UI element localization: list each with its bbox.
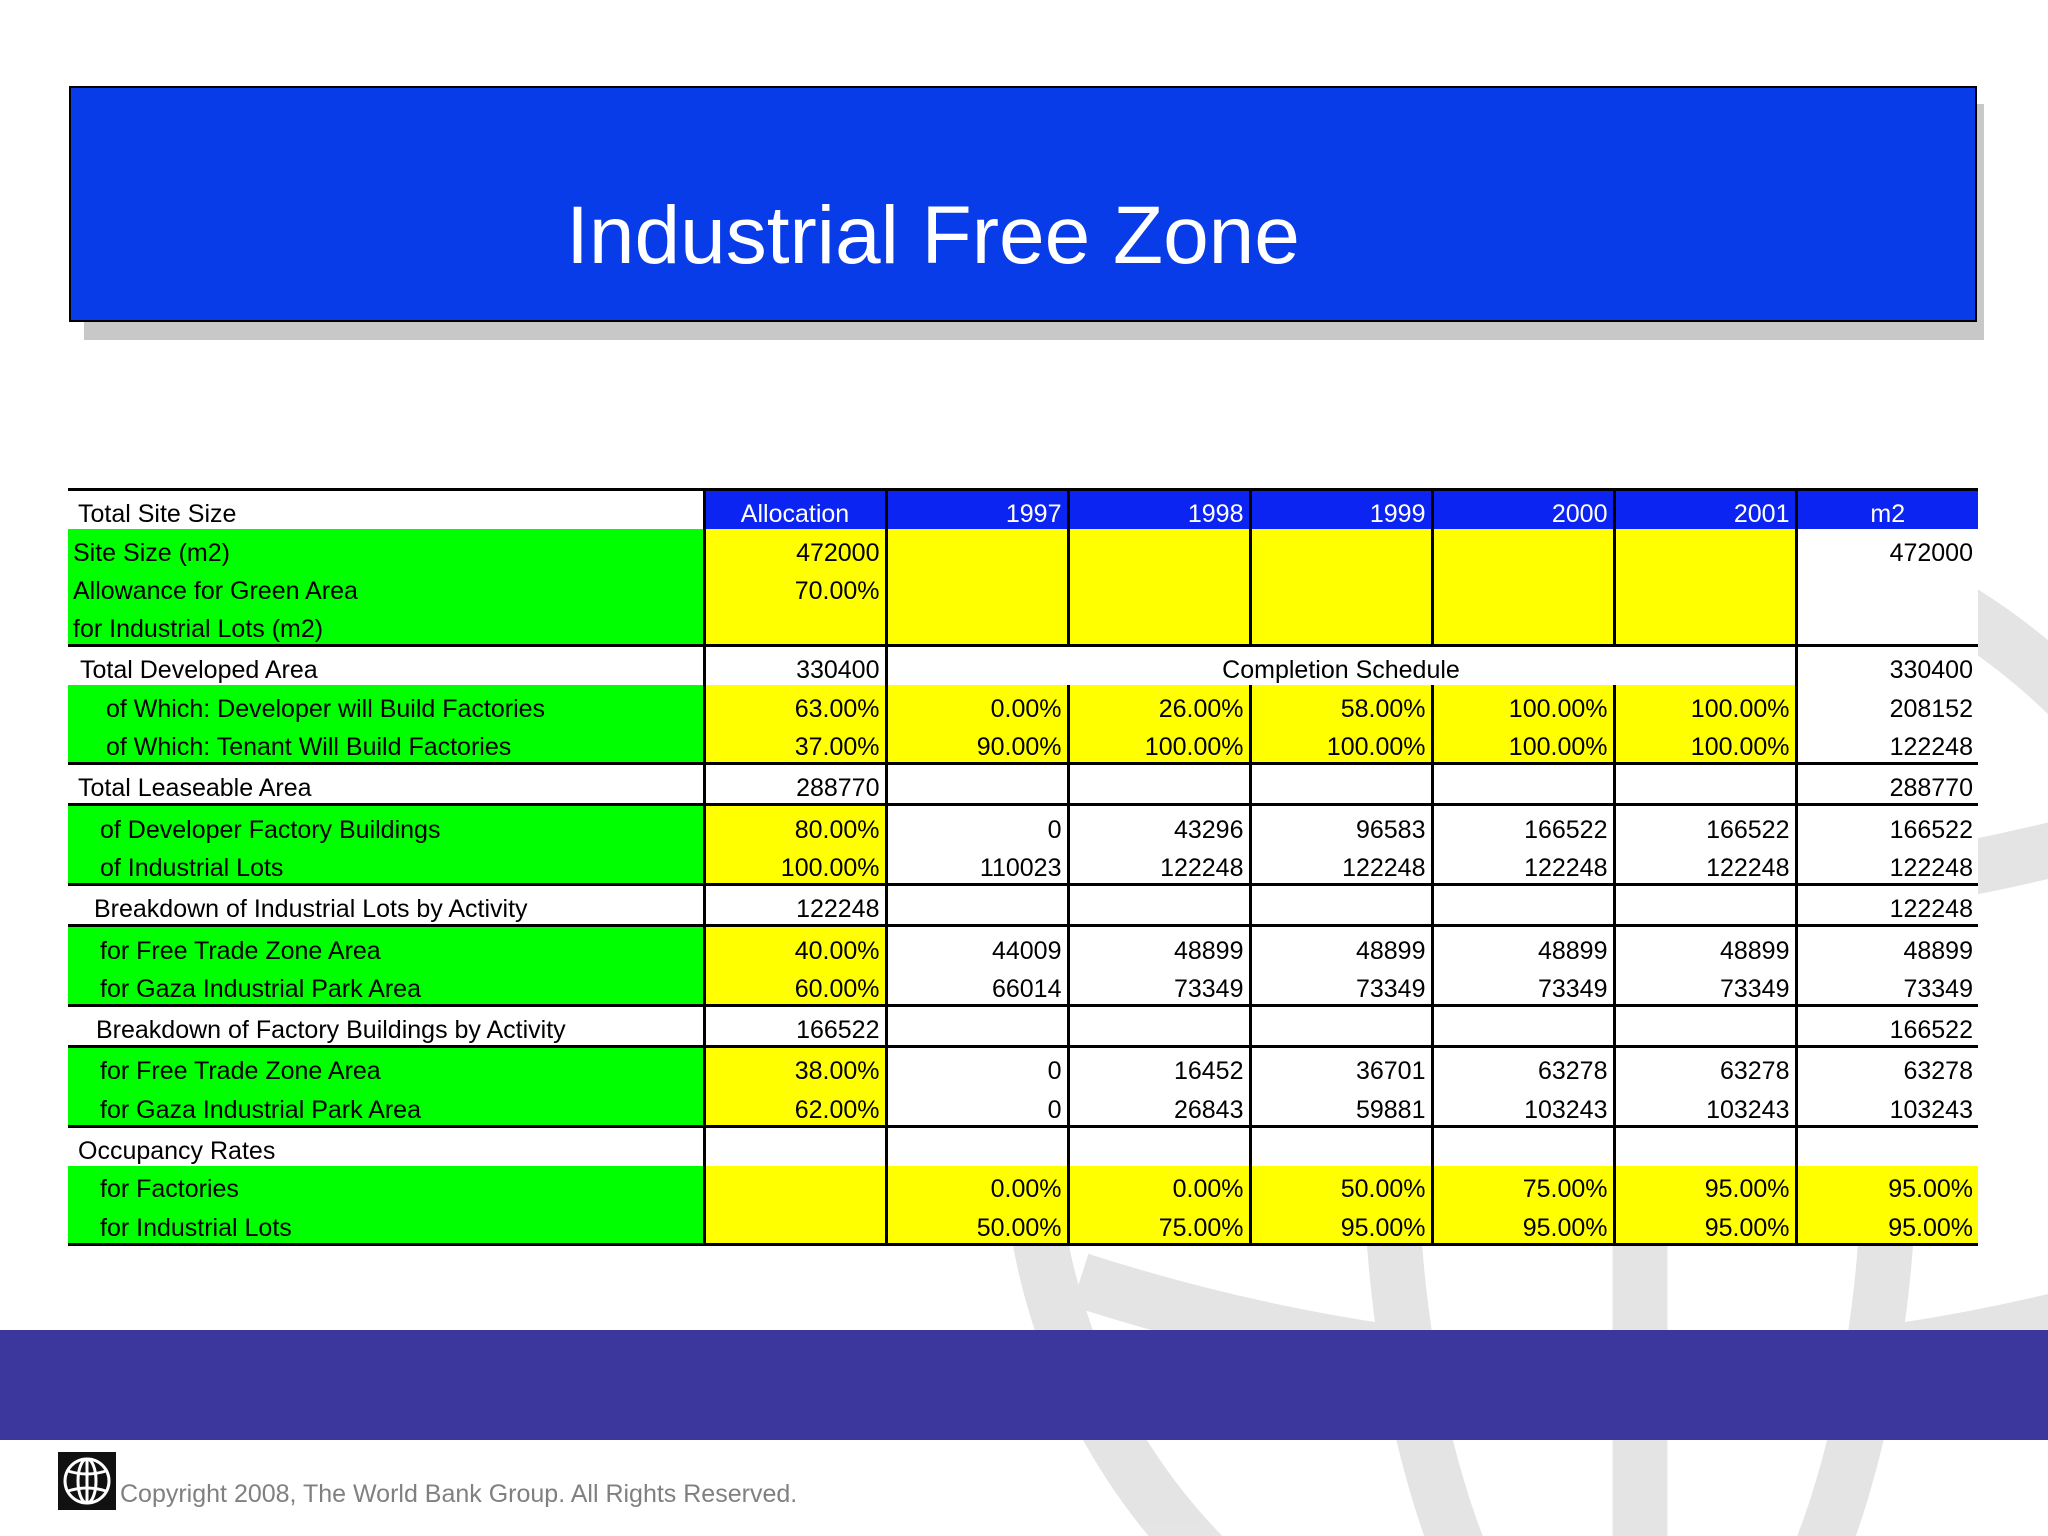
table-cell: 330400 [1796,646,1978,686]
table-cell: 472000 [1796,529,1978,567]
table-cell: 73349 [1614,966,1796,1006]
table-cell: 62.00% [704,1086,886,1126]
table-cell: 50.00% [1250,1166,1432,1204]
table-cell: 103243 [1796,1086,1978,1126]
table-cell: 63278 [1614,1047,1796,1087]
table-cell [1614,1126,1796,1166]
table-cell: for Factories [68,1166,704,1204]
table-cell: 38.00% [704,1047,886,1087]
table-cell [1432,1005,1614,1046]
table-cell: 122248 [1432,845,1614,885]
table-cell: 48899 [1614,926,1796,966]
table-cell [1432,764,1614,805]
table-cell: 63278 [1796,1047,1978,1087]
table-cell: 472000 [704,529,886,567]
table-cell: 60.00% [704,966,886,1006]
table-cell [1250,764,1432,805]
table-header-row [68,490,1978,530]
table-cell: 100.00% [1614,685,1796,723]
table-cell [1250,529,1432,567]
table-cell [1796,606,1978,646]
table-cell [1796,568,1978,606]
table-cell [1068,568,1250,606]
copyright-text: Copyright 2008, The World Bank Group. All Rights Reserved. [120,1480,798,1508]
table-cell: 0 [886,1047,1068,1087]
table-cell: Allowance for Green Area [68,568,704,606]
table-cell [886,606,1068,646]
table-cell [1250,1005,1432,1046]
table-cell: 100.00% [1432,724,1614,764]
table-cell: for Industrial Lots [68,1204,704,1244]
table-cell: 96583 [1250,805,1432,845]
table-cell: 122248 [1796,845,1978,885]
table-cell: 70.00% [704,568,886,606]
table-cell: 63.00% [704,685,886,723]
table-cell [886,1126,1068,1166]
table-cell [1068,1126,1250,1166]
table-cell: 122248 [1250,845,1432,885]
table-cell: 75.00% [1068,1204,1250,1244]
table-row [68,926,1978,966]
table-cell: for Gaza Industrial Park Area [68,966,704,1006]
table-cell: of Which: Developer will Build Factories [68,685,704,723]
table-cell [704,1166,886,1204]
table-row [68,529,1978,567]
table-cell: 75.00% [1432,1166,1614,1204]
table-row [68,606,1978,646]
table-header-cell: m2 [1796,490,1978,530]
table-header-cell: 1999 [1250,490,1432,530]
table-cell: 95.00% [1796,1204,1978,1244]
table-cell: 122248 [1796,884,1978,925]
table-cell: 330400 [704,646,886,686]
table-cell: 122248 [1068,845,1250,885]
table-cell: 0 [886,805,1068,845]
table-cell [704,1126,886,1166]
table-row [68,1166,1978,1204]
table-cell: 0.00% [1068,1166,1250,1204]
table-cell: 166522 [1432,805,1614,845]
table-cell: 73349 [1796,966,1978,1006]
table-cell: 95.00% [1250,1204,1432,1244]
table-cell: 63278 [1432,1047,1614,1087]
table-cell: 122248 [1796,724,1978,764]
table-cell: for Gaza Industrial Park Area [68,1086,704,1126]
table-cell: of Which: Tenant Will Build Factories [68,724,704,764]
table-cell: 100.00% [1432,685,1614,723]
table-cell: 95.00% [1614,1166,1796,1204]
table-cell: Occupancy Rates [68,1126,704,1166]
table-cell: Site Size (m2) [68,529,704,567]
table-cell: 288770 [1796,764,1978,805]
table-cell: 100.00% [1614,724,1796,764]
table-cell [886,884,1068,925]
table-cell [1614,529,1796,567]
table-cell: for Industrial Lots (m2) [68,606,704,646]
table-cell: 103243 [1614,1086,1796,1126]
table-cell: Total Developed Area [68,646,704,686]
table-cell [1614,1005,1796,1046]
table-cell: 40.00% [704,926,886,966]
table-cell [886,764,1068,805]
table-cell [1796,1126,1978,1166]
table-cell: 110023 [886,845,1068,885]
table-row [68,568,1978,606]
table-cell: 66014 [886,966,1068,1006]
table-cell: 166522 [1796,805,1978,845]
table-cell [1432,884,1614,925]
table-header-cell: 2000 [1432,490,1614,530]
table-header-cell: 2001 [1614,490,1796,530]
table-cell: 103243 [1432,1086,1614,1126]
table-cell [1614,606,1796,646]
table-cell [886,568,1068,606]
table-cell [704,1204,886,1244]
table-cell [1432,529,1614,567]
footer-band [0,1330,2048,1440]
table-cell: 73349 [1250,966,1432,1006]
table-cell: 58.00% [1250,685,1432,723]
table-cell: 48899 [1796,926,1978,966]
table-cell: 73349 [1432,966,1614,1006]
table-cell: 59881 [1250,1086,1432,1126]
table-cell: 36701 [1250,1047,1432,1087]
table-cell: 166522 [1796,1005,1978,1046]
table-cell: 122248 [704,884,886,925]
table-header-cell: Allocation [704,490,886,530]
table-cell [1432,606,1614,646]
table-cell [1614,568,1796,606]
completion-schedule-label: Completion Schedule [886,646,1796,686]
table-header-cell: 1998 [1068,490,1250,530]
table-cell: 26843 [1068,1086,1250,1126]
table-cell: Breakdown of Industrial Lots by Activity [68,884,704,925]
table-cell [886,1005,1068,1046]
table-cell [1614,764,1796,805]
world-bank-logo-icon [58,1452,116,1510]
table-cell: Total Site Size [68,490,704,530]
table-cell: 73349 [1068,966,1250,1006]
table-cell: 48899 [1250,926,1432,966]
table-cell: 50.00% [886,1204,1068,1244]
table-row [68,1005,1978,1046]
table-cell: for Free Trade Zone Area [68,1047,704,1087]
table-cell: 44009 [886,926,1068,966]
table-cell [1068,764,1250,805]
table-cell: 208152 [1796,685,1978,723]
table-cell: 100.00% [704,845,886,885]
table-row [68,845,1978,885]
table-cell: 90.00% [886,724,1068,764]
table-cell: Total Leaseable Area [68,764,704,805]
table-cell [1068,1005,1250,1046]
table-cell: 95.00% [1432,1204,1614,1244]
table-cell [886,529,1068,567]
table-row [68,1126,1978,1166]
table-cell [1432,568,1614,606]
table-cell [1068,606,1250,646]
table-cell [704,606,886,646]
table-cell: 166522 [704,1005,886,1046]
table-row [68,805,1978,845]
table-cell: of Industrial Lots [68,845,704,885]
table-cell: 95.00% [1796,1166,1978,1204]
table-row [68,1047,1978,1087]
table-cell: Breakdown of Factory Buildings by Activity [68,1005,704,1046]
table-row [68,685,1978,723]
table-cell: 26.00% [1068,685,1250,723]
table-row [68,724,1978,764]
table-cell: 122248 [1614,845,1796,885]
table-cell: 166522 [1614,805,1796,845]
table-cell [1068,884,1250,925]
table-cell: 37.00% [704,724,886,764]
table-cell [1250,1126,1432,1166]
table-cell: 0.00% [886,685,1068,723]
table-cell: 0.00% [886,1166,1068,1204]
table-cell: 48899 [1068,926,1250,966]
table-cell [1068,529,1250,567]
table-cell: 0 [886,1086,1068,1126]
table-row [68,966,1978,1006]
table-cell [1432,1126,1614,1166]
table-row [68,764,1978,805]
table-cell [1250,568,1432,606]
slide-title: Industrial Free Zone [566,190,1300,281]
table-cell: 100.00% [1068,724,1250,764]
table-cell: 95.00% [1614,1204,1796,1244]
table-cell: for Free Trade Zone Area [68,926,704,966]
table-cell: 80.00% [704,805,886,845]
table-cell: 43296 [1068,805,1250,845]
table-row [68,884,1978,925]
table-cell: 288770 [704,764,886,805]
table-header-cell: 1997 [886,490,1068,530]
table-cell [1250,606,1432,646]
table-cell [1614,884,1796,925]
table-cell [1250,884,1432,925]
table-row [68,646,1978,686]
data-table [68,488,1978,1246]
table-cell: of Developer Factory Buildings [68,805,704,845]
table-cell: 48899 [1432,926,1614,966]
table-row [68,1204,1978,1244]
table-cell: 100.00% [1250,724,1432,764]
table-row [68,1086,1978,1126]
table-cell: 16452 [1068,1047,1250,1087]
